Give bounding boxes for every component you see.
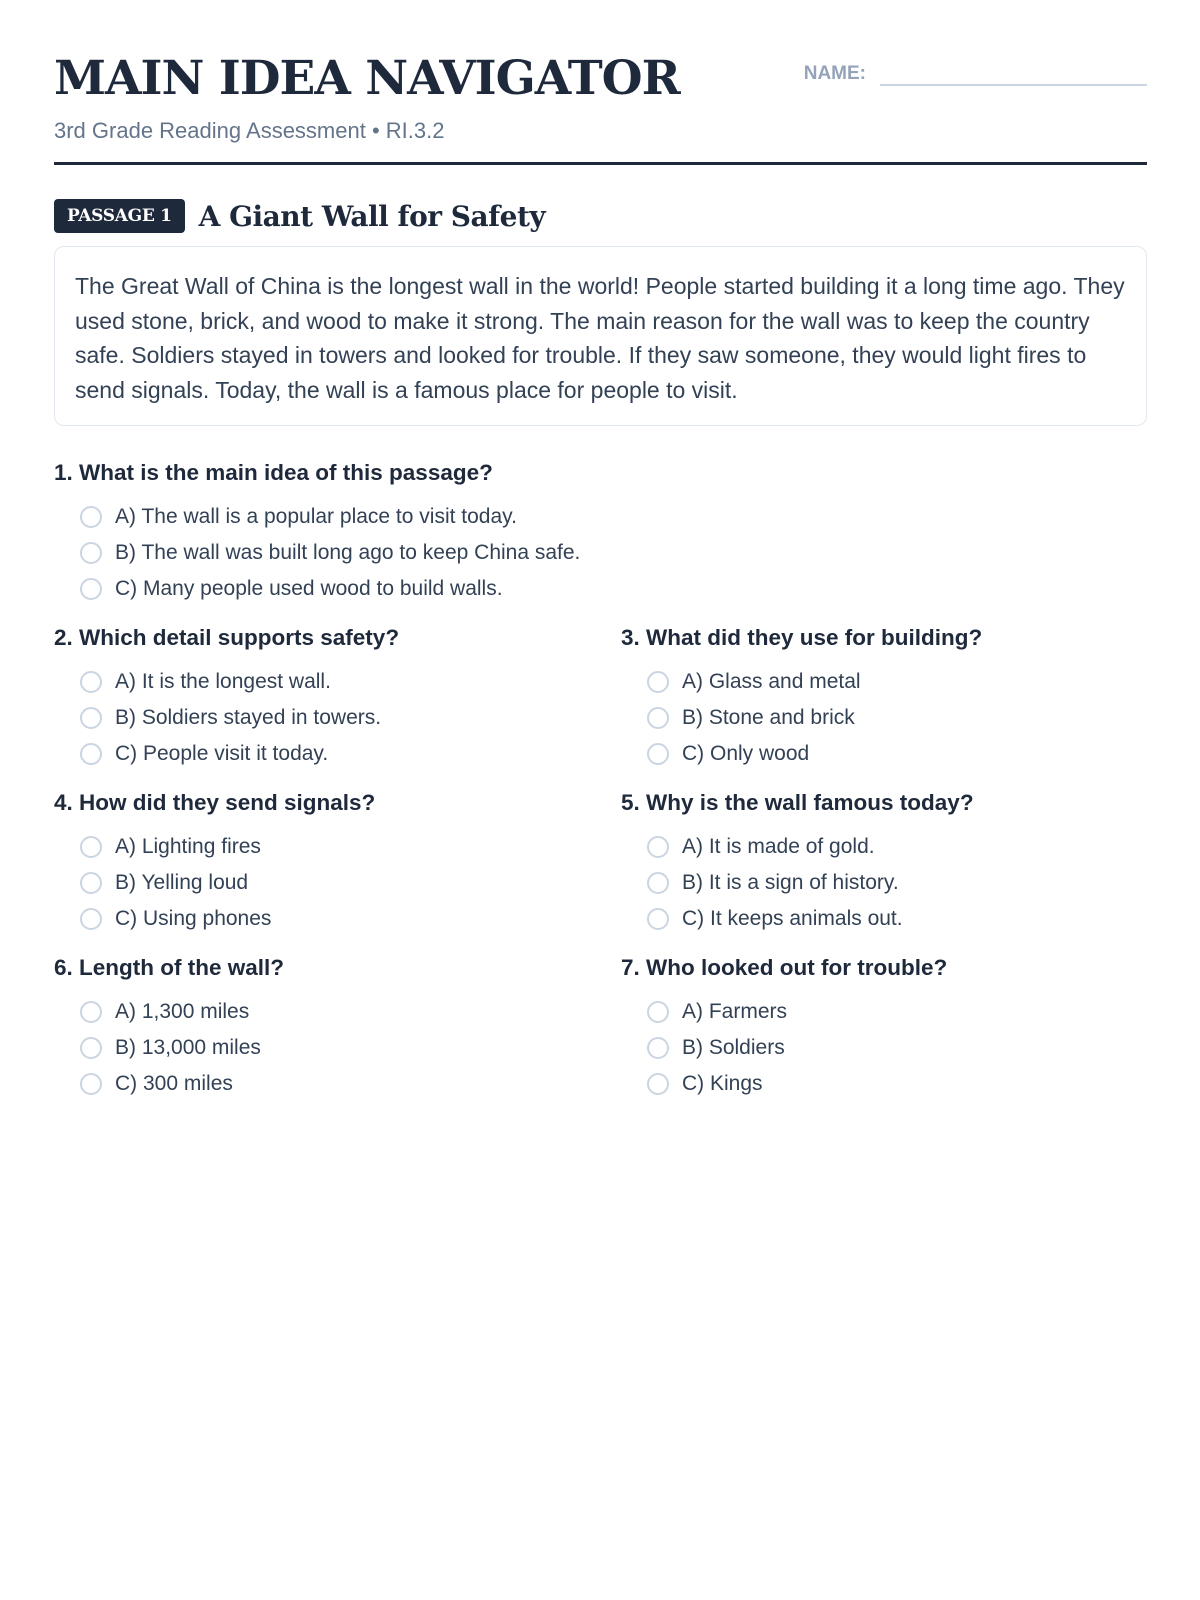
worksheet-page xyxy=(54,0,1147,1095)
option-label: B) 13,000 miles xyxy=(115,1036,261,1059)
radio-button[interactable] xyxy=(80,1073,102,1095)
radio-button[interactable] xyxy=(647,707,669,729)
radio-button[interactable] xyxy=(647,908,669,930)
radio-button[interactable] xyxy=(647,1001,669,1023)
answer-options xyxy=(647,664,982,772)
answer-option-a[interactable] xyxy=(80,829,375,865)
answer-options xyxy=(80,994,284,1102)
option-label: A) It is made of gold. xyxy=(682,835,875,858)
radio-button[interactable] xyxy=(647,1037,669,1059)
option-label: B) Soldiers stayed in towers. xyxy=(115,706,382,729)
answer-option-a[interactable] xyxy=(80,664,399,700)
question-title: 1. What is the main idea of this passage? xyxy=(54,460,493,485)
answer-option-b[interactable] xyxy=(80,1030,284,1066)
option-label: C) Many people used wood to build walls. xyxy=(115,577,503,600)
radio-button[interactable] xyxy=(80,836,102,858)
answer-option-a[interactable] xyxy=(647,994,947,1030)
answer-option-a[interactable] xyxy=(647,664,982,700)
answer-option-b[interactable] xyxy=(80,535,580,571)
passage-title: A Giant Wall for Safety xyxy=(198,199,546,233)
option-label: C) Using phones xyxy=(115,907,272,930)
answer-option-b[interactable] xyxy=(80,865,375,901)
question-title: 3. What did they use for building? xyxy=(621,625,983,650)
option-label: A) Glass and metal xyxy=(682,670,861,693)
option-label: B) Yelling loud xyxy=(115,871,249,894)
radio-button[interactable] xyxy=(80,1001,102,1023)
option-label: B) Soldiers xyxy=(682,1036,785,1059)
question-5 xyxy=(621,789,974,937)
page-title: MAIN IDEA NAVIGATOR xyxy=(54,51,680,106)
answer-option-a[interactable] xyxy=(80,499,580,535)
passage-heading xyxy=(54,199,545,233)
answer-option-a[interactable] xyxy=(647,829,974,865)
answer-options xyxy=(80,664,399,772)
worksheet-header xyxy=(54,0,1147,165)
option-label: A) The wall is a popular place to visit today. xyxy=(115,505,517,528)
answer-options xyxy=(647,829,974,937)
passage-badge: PASSAGE 1 xyxy=(54,199,185,233)
question-3 xyxy=(621,624,982,772)
radio-button[interactable] xyxy=(80,908,102,930)
question-title: 5. Why is the wall famous today? xyxy=(621,790,974,815)
answer-option-a[interactable] xyxy=(80,994,284,1030)
question-2 xyxy=(54,624,399,772)
answer-option-b[interactable] xyxy=(647,1030,947,1066)
question-4 xyxy=(54,789,375,937)
radio-button[interactable] xyxy=(80,743,102,765)
radio-button[interactable] xyxy=(647,743,669,765)
radio-button[interactable] xyxy=(80,872,102,894)
option-label: C) Only wood xyxy=(682,742,810,765)
question-title: 7. Who looked out for trouble? xyxy=(621,955,948,980)
name-label: NAME: xyxy=(803,63,866,84)
answer-option-b[interactable] xyxy=(647,700,982,736)
option-label: C) People visit it today. xyxy=(115,742,329,765)
answer-option-c[interactable] xyxy=(80,901,375,937)
question-7 xyxy=(621,954,947,1102)
radio-button[interactable] xyxy=(80,1037,102,1059)
answer-options xyxy=(647,994,947,1102)
option-label: C) 300 miles xyxy=(115,1072,233,1095)
option-label: A) It is the longest wall. xyxy=(115,670,331,693)
answer-option-c[interactable] xyxy=(80,1066,284,1102)
question-6 xyxy=(54,954,284,1102)
name-field[interactable] xyxy=(880,58,1147,86)
option-label: A) Lighting fires xyxy=(115,835,261,858)
radio-button[interactable] xyxy=(647,872,669,894)
answer-option-c[interactable] xyxy=(80,736,399,772)
radio-button[interactable] xyxy=(80,578,102,600)
passage-text: The Great Wall of China is the longest wall in the world! People started building it a long time ago. They used stone, brick, and wood to make it strong. The main reason for the wall was to keep the country safe. Soldiers stayed in towers and looked for trouble. If they saw someone, they would light fires to send signals. Today, the wall is a famous place for people to visit. xyxy=(54,246,1147,426)
option-label: C) Kings xyxy=(682,1072,763,1095)
page-subtitle: 3rd Grade Reading Assessment • RI.3.2 xyxy=(54,118,445,143)
question-title: 6. Length of the wall? xyxy=(54,955,284,980)
question-title: 2. Which detail supports safety? xyxy=(54,625,400,650)
answer-option-b[interactable] xyxy=(80,700,399,736)
question-title: 4. How did they send signals? xyxy=(54,790,376,815)
answer-option-c[interactable] xyxy=(647,1066,947,1102)
option-label: A) 1,300 miles xyxy=(115,1000,250,1023)
radio-button[interactable] xyxy=(80,506,102,528)
radio-button[interactable] xyxy=(80,671,102,693)
answer-option-c[interactable] xyxy=(647,901,974,937)
answer-option-b[interactable] xyxy=(647,865,974,901)
radio-button[interactable] xyxy=(80,707,102,729)
radio-button[interactable] xyxy=(80,542,102,564)
option-label: A) Farmers xyxy=(682,1000,787,1023)
radio-button[interactable] xyxy=(647,836,669,858)
option-label: B) It is a sign of history. xyxy=(682,871,899,894)
option-label: B) Stone and brick xyxy=(682,706,855,729)
option-label: C) It keeps animals out. xyxy=(682,907,903,930)
name-block xyxy=(804,58,1147,86)
answer-option-c[interactable] xyxy=(80,571,580,607)
question-1 xyxy=(54,459,580,607)
answer-options xyxy=(80,499,580,607)
answer-options xyxy=(80,829,375,937)
radio-button[interactable] xyxy=(647,671,669,693)
radio-button[interactable] xyxy=(647,1073,669,1095)
answer-option-c[interactable] xyxy=(647,736,982,772)
option-label: B) The wall was built long ago to keep China safe. xyxy=(115,541,581,564)
